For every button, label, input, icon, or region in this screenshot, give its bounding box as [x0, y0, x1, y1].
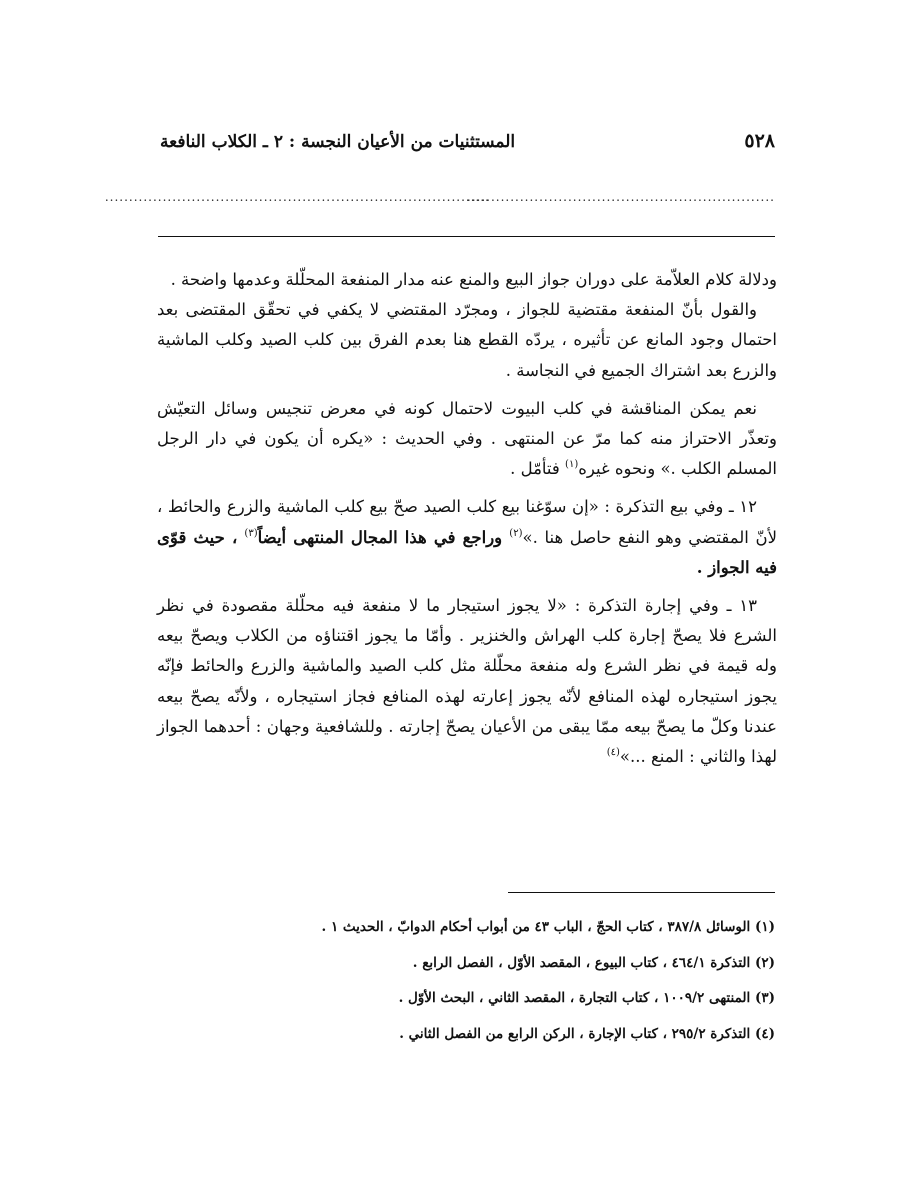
paragraph-3 — [157, 394, 777, 485]
main-text — [157, 265, 777, 772]
footnote-ref-1[interactable]: (١) — [565, 459, 579, 471]
paragraph-4 — [157, 492, 777, 583]
dots-left: ................................................................................ — [104, 190, 490, 204]
paragraph-4-end: ، حيث قوّى فيه الجواز . — [157, 527, 777, 577]
paragraph-4-text: ١٢ ـ وفي بيع التذكرة : «إن سوّغنا بيع كلب الصيد صحّ بيع كلب الماشية والزرع والحائط ، لأنّ المقتضي وهو النفع حاصل هنا .» — [157, 497, 778, 547]
paragraph-1: ودلالة كلام العلاّمة على دوران جواز البيع والمنع عنه مدار المنفعة المحلّلة وعدمها واضحة . — [170, 270, 777, 289]
footnote-2: (٢) التذكرة ٤٦٤/١ ، كتاب البيوع ، المقصد الأوّل ، الفصل الرابع . — [412, 954, 775, 971]
paragraph-5 — [157, 591, 777, 772]
footnote-ref-4[interactable]: (٤) — [606, 747, 620, 759]
paragraph-4-mid: وراجع في هذا المجال المنتهى أيضاً — [257, 527, 510, 547]
dots-right: ................................................................ — [466, 190, 775, 204]
paragraph-3-text: نعم يمكن المناقشة في كلب البيوت لاحتمال كونه في معرض تنجيس وسائل التعيّش وتعذّر الاحتراز منه كما مرّ عن المنتهى . وفي الحديث : «يكره أن يكون في دار الرجل المسلم الكلب .» ونحوه غيره — [157, 398, 777, 479]
page-number: ٥٢٨ — [744, 130, 775, 152]
running-head — [160, 130, 775, 160]
dotted-separator — [104, 190, 775, 210]
paragraph-2: والقول بأنّ المنفعة مقتضية للجواز ، ومجرّد المقتضي لا يكفي في تحقّق المقتضى بعد احتمال وجود المانع عن تأثيره ، يردّه القطع هنا بعدم الفرق بين كلب الصيد وكلب الماشية والزرع بعد اشتراك الجميع في النجاسة . — [157, 300, 777, 380]
footnote-4: (٤) التذكرة ٢٩٥/٢ ، كتاب الإجارة ، الركن الرابع من الفصل الثاني . — [399, 1025, 775, 1042]
footnote-3: (٣) المنتهى ١٠٠٩/٢ ، كتاب التجارة ، المقصد الثاني ، البحث الأوّل . — [398, 990, 775, 1006]
footnotes — [200, 910, 775, 1052]
footnote-separator — [508, 892, 775, 893]
running-title: المستثنيات من الأعيان النجسة : ٢ ـ الكلاب النافعة — [160, 132, 516, 152]
paragraph-3-end: فتأمّل . — [510, 459, 566, 479]
footnote-ref-2[interactable]: (٢) — [509, 527, 523, 539]
paragraph-5-text: ١٣ ـ وفي إجارة التذكرة : «لا يجوز استيجار ما لا منفعة فيه محلّلة مقصودة في نظر الشرع فلا يصحّ إجارة كلب الهراش والخنزير . وأمّا ما يجوز اقتناؤه من الكلاب ويصحّ بيعه وله قيمة في نظر الشرع وله منفعة محلّلة مثل كلب الصيد والماشية والزرع والحائط فإنّه يجوز استيجاره لهذه المنافع لأنّه يجوز إعارته لهذه المنافع فجاز استيجاره ، ولأنّه يصحّ بيعه عندنا وكلّ ما يصحّ بيعه ممّا يبقى من الأعيان يصحّ إجارته . وللشافعية وجهان : أحدهما الجواز لهذا والثاني : المنع ...» — [157, 596, 777, 767]
header-rule — [158, 236, 775, 237]
footnote-1: (١) الوسائل ٣٨٧/٨ ، كتاب الحجّ ، الباب ٤٣ من أبواب أحكام الدوابّ ، الحديث ١ . — [321, 919, 775, 935]
footnote-ref-3[interactable]: (٣) — [244, 527, 258, 539]
